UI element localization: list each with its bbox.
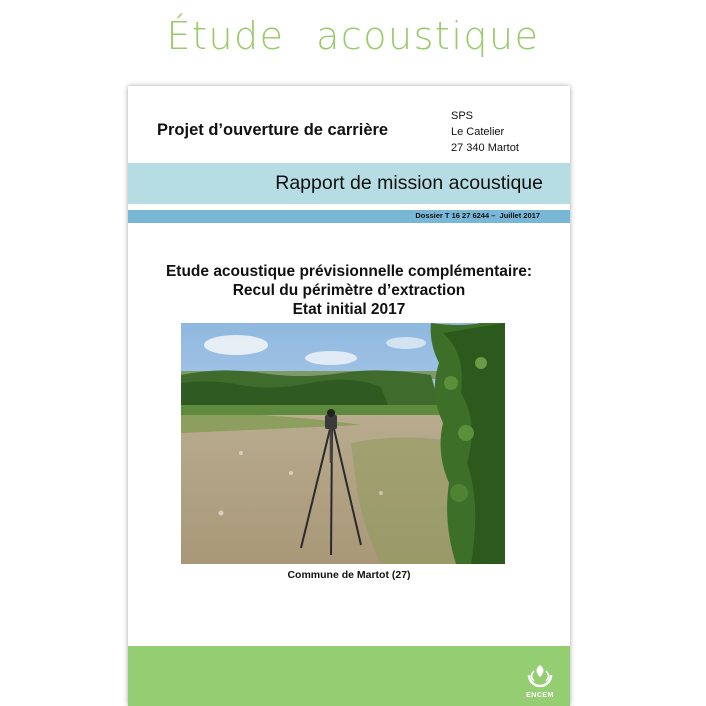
encem-logo-text: ENCEM [526,692,554,699]
study-title-line-2: Recul du périmètre d’extraction [232,282,466,299]
address-line-company: SPS [451,110,474,122]
study-title-line-3: Etat initial 2017 [292,301,406,318]
banner-title: Étude acoustique [166,14,540,58]
photo-caption: Commune de Martot (27) [287,569,411,581]
report-cover [128,86,570,706]
study-title-line-1: Etude acoustique prévisionnelle complémentaire: [165,263,533,280]
client-address [451,108,519,156]
study-title [128,262,570,319]
dossier-reference: Dossier T 16 27 6244 – Juillet 2017 [415,211,540,220]
encem-logo-icon [525,661,555,689]
address-line-place: Le Catelier [451,126,505,138]
footer-band [128,646,570,706]
project-title: Projet d’ouverture de carrière [157,121,389,139]
address-line-city: 27 340 Martot [451,142,519,154]
mission-title: Rapport de mission acoustique [275,172,543,194]
mission-band [128,163,570,204]
cover-photo [181,323,505,564]
encem-logo [518,661,562,703]
dossier-band [128,210,570,223]
field-photo-illustration [181,323,505,564]
